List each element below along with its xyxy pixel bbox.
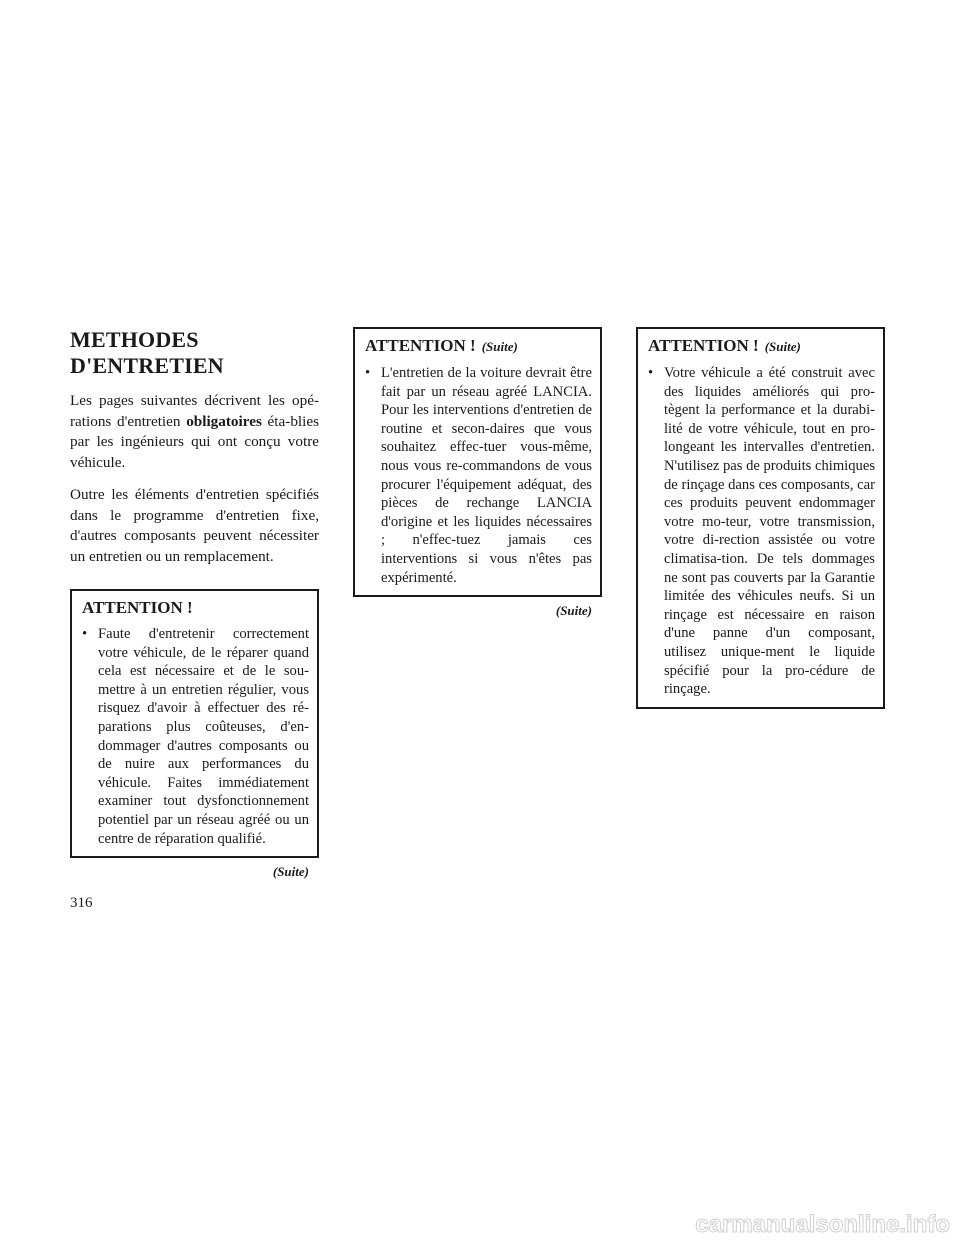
warning-heading-text: ATTENTION !	[82, 598, 193, 617]
warning-heading	[82, 597, 309, 619]
bullet-icon: •	[365, 365, 371, 381]
bullet-icon: •	[82, 626, 88, 642]
section-title	[70, 327, 319, 379]
section-title-line2: D'ENTRETIEN	[70, 353, 224, 378]
warning-bullet	[82, 625, 309, 848]
continued-label: (Suite)	[272, 864, 309, 880]
intro-paragraph	[70, 391, 319, 473]
warning-heading	[648, 335, 875, 358]
warning-text: L'entretien de la voiture devrait être fait par un réseau agréé LANCIA. Pour les interventions d'entretien de routine et secon-daires que vous souhaitez effec-tuer vous-même, nous vous re-commandons de vous procurer l'équipement adéquat, des pièces de rechange LANCIA d'origine et les liquides nécessaires ; n'effec-tuez jamais ces interventions si vous n'êtes pas expérimenté.	[381, 365, 592, 586]
intro-text-end: éta-blies par les ingénieurs qui ont conçu votre véhicule.	[70, 412, 320, 471]
warning-box-2	[353, 327, 602, 597]
continued-heading-label: (Suite)	[481, 339, 518, 354]
warning-heading-text: ATTENTION !	[648, 336, 759, 355]
watermark-text: carmanualsonline.info	[695, 1211, 950, 1238]
column-left	[70, 327, 319, 880]
warning-heading	[365, 335, 592, 358]
intro-text-start: Les pages suivantes décrivent les opé-rations d'entretien	[70, 392, 319, 430]
watermark-logo-graphic	[604, 1210, 954, 1238]
warning-text: Votre véhicule a été construit avec des liquides améliorés qui pro-tègent la performance et la durabi-lité de votre véhicule, tout en pro-longeant les intervalles d'entretien. N'utilisez pas de produits chimiques de rinçage dans ces composants, car ces produits peuvent endommager votre mo-teur, votre transmission, votre di-rection assistée ou votre climatisa-tion. De tels dommages ne sont pas couverts par la Garantie limitée des véhicules neufs. Si un rinçage est nécessaire en raison d'une panne d'un composant, utilisez unique-ment le liquide spécifié pour la pro-cédure de rinçage.	[664, 365, 875, 698]
warning-bullet	[365, 364, 592, 587]
warning-text: Faute d'entretenir correctement votre véhicule, de le réparer quand cela est nécessaire et de le sou-mettre à un entretien régulier, vous risquez d'avoir à effectuer des ré-parations plus coûteuses, d'en-dommager d'autres composants ou de nuire aux performances du véhicule. Faites immédiatement examiner tout dysfonctionnement potentiel par un réseau agréé ou un centre de réparation qualifié.	[98, 626, 309, 847]
column-right	[636, 327, 885, 709]
warning-box-3	[636, 327, 885, 709]
warning-bullet	[648, 364, 875, 699]
column-middle	[353, 327, 602, 619]
section-title-line1: METHODES	[70, 327, 199, 352]
warning-box-1	[70, 589, 319, 858]
watermark-logo	[604, 1210, 954, 1238]
warning-heading-text: ATTENTION !	[365, 336, 476, 355]
continued-heading-label: (Suite)	[764, 339, 801, 354]
continued-label: (Suite)	[555, 603, 592, 619]
intro-bold-term: obligatoires	[186, 412, 262, 430]
page-number: 316	[70, 895, 93, 911]
bullet-icon: •	[648, 365, 654, 381]
second-paragraph: Outre les éléments d'entretien spécifiés dans le programme d'entretien fixe, d'autres composants peuvent nécessiter un entretien ou un remplacement.	[70, 486, 319, 565]
